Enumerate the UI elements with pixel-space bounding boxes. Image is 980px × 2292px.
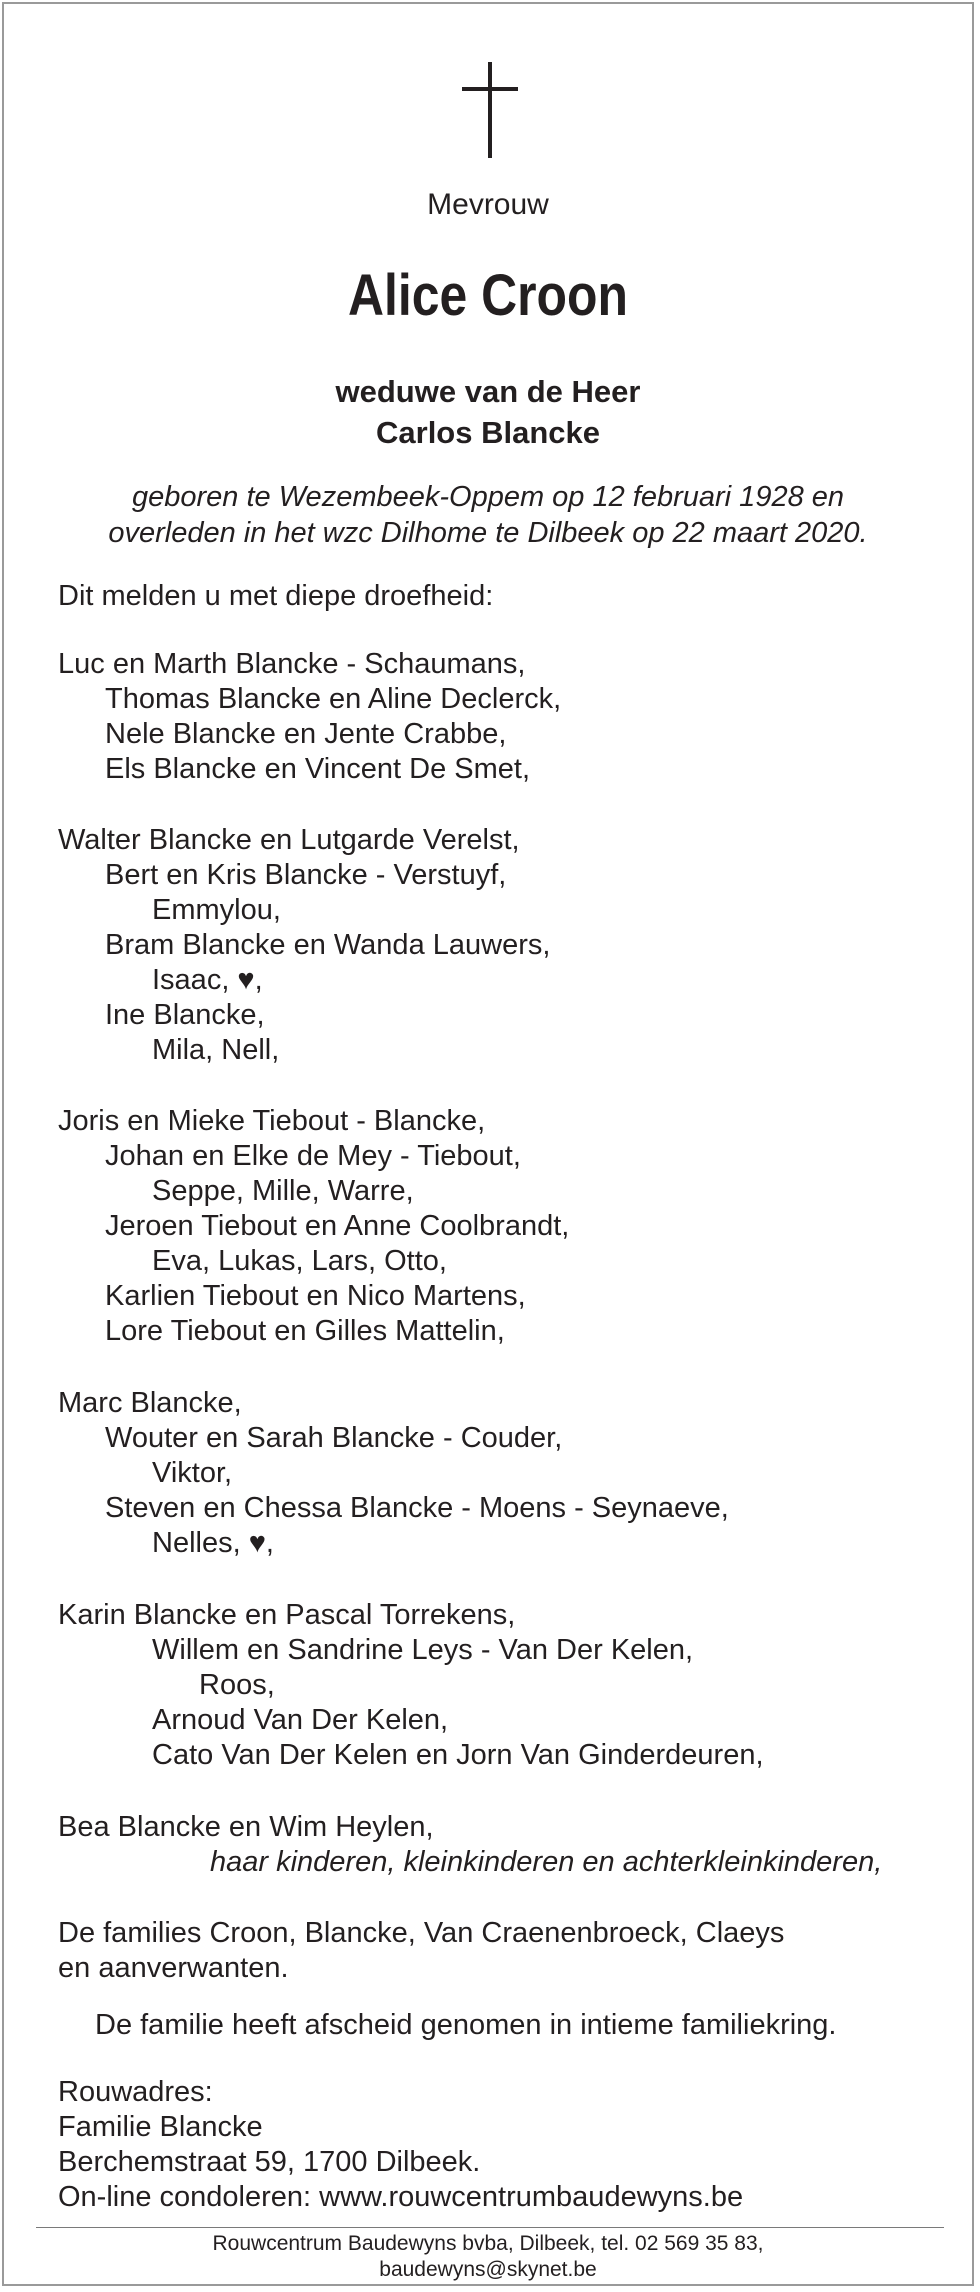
title-honorific: Mevrouw [427, 188, 549, 221]
family-line: Eva, Lukas, Lars, Otto, [152, 1245, 447, 1277]
family-line: Nele Blancke en Jente Crabbe, [105, 718, 507, 750]
family-line: Thomas Blancke en Aline Declerck, [105, 683, 562, 715]
footer-line-1: Rouwcentrum Baudewyns bvba, Dilbeek, tel. 02 569 35 83, [212, 2232, 764, 2255]
family-line: Mila, Nell, [152, 1034, 280, 1066]
family-line: Cato Van Der Kelen en Jorn Van Ginderdeuren, [152, 1739, 764, 1771]
descendants-line: haar kinderen, kleinkinderen en achterkleinkinderen, [210, 1846, 883, 1878]
family-line: Els Blancke en Vincent De Smet, [105, 753, 531, 785]
spouse-line-2: Carlos Blancke [376, 415, 600, 450]
farewell-text: De familie heeft afscheid genomen in intieme familiekring. [95, 2009, 837, 2041]
family-line: Bea Blancke en Wim Heylen, [58, 1811, 434, 1843]
family-line: Lore Tiebout en Gilles Mattelin, [105, 1315, 505, 1347]
birth-line-1: geboren te Wezembeek-Oppem op 12 februari 1928 en [131, 481, 845, 513]
family-line: Johan en Elke de Mey - Tiebout, [105, 1140, 521, 1172]
spouse-line-1: weduwe van de Heer [335, 374, 641, 409]
family-line: Seppe, Mille, Warre, [152, 1175, 414, 1207]
family-line: Ine Blancke, [105, 999, 265, 1031]
intro-text: Dit melden u met diepe droefheid: [58, 580, 494, 612]
family-line: Isaac, ♥, [152, 964, 263, 996]
condolence-link[interactable]: On-line condoleren: www.rouwcentrumbaudewyns.be [58, 2181, 744, 2213]
family-line: Willem en Sandrine Leys - Van Der Kelen, [152, 1634, 694, 1666]
footer-email[interactable]: baudewyns@skynet.be [379, 2258, 597, 2281]
family-line: Walter Blancke en Lutgarde Verelst, [58, 824, 520, 856]
family-line: Joris en Mieke Tiebout - Blancke, [58, 1105, 486, 1137]
family-line: Viktor, [152, 1457, 233, 1489]
family-line: Marc Blancke, [58, 1387, 242, 1419]
address-name: Familie Blancke [58, 2111, 263, 2143]
family-line: Steven en Chessa Blancke - Moens - Seynaeve, [105, 1492, 729, 1524]
family-line: Bram Blancke en Wanda Lauwers, [105, 929, 551, 961]
footer-divider [36, 2227, 944, 2228]
family-line: Jeroen Tiebout en Anne Coolbrandt, [105, 1210, 570, 1242]
family-line: Arnoud Van Der Kelen, [152, 1704, 449, 1736]
family-line: Roos, [199, 1669, 275, 1701]
family-line: Karin Blancke en Pascal Torrekens, [58, 1599, 516, 1631]
family-line: Karlien Tiebout en Nico Martens, [105, 1280, 526, 1312]
address-street: Berchemstraat 59, 1700 Dilbeek. [58, 2146, 481, 2178]
deceased-name: Alice Croon [348, 263, 628, 328]
birth-line-2: overleden in het wzc Dilhome te Dilbeek op 22 maart 2020. [108, 517, 868, 549]
family-line: Luc en Marth Blancke - Schaumans, [58, 648, 526, 680]
family-line: Wouter en Sarah Blancke - Couder, [105, 1422, 563, 1454]
address-label: Rouwadres: [58, 2076, 213, 2108]
family-line: Emmylou, [152, 894, 281, 926]
families-line: De families Croon, Blancke, Van Craenenbroeck, Claeys [58, 1917, 785, 1949]
families-line: en aanverwanten. [58, 1952, 289, 1984]
family-line: Nelles, ♥, [152, 1527, 274, 1559]
family-line: Bert en Kris Blancke - Verstuyf, [105, 859, 507, 891]
